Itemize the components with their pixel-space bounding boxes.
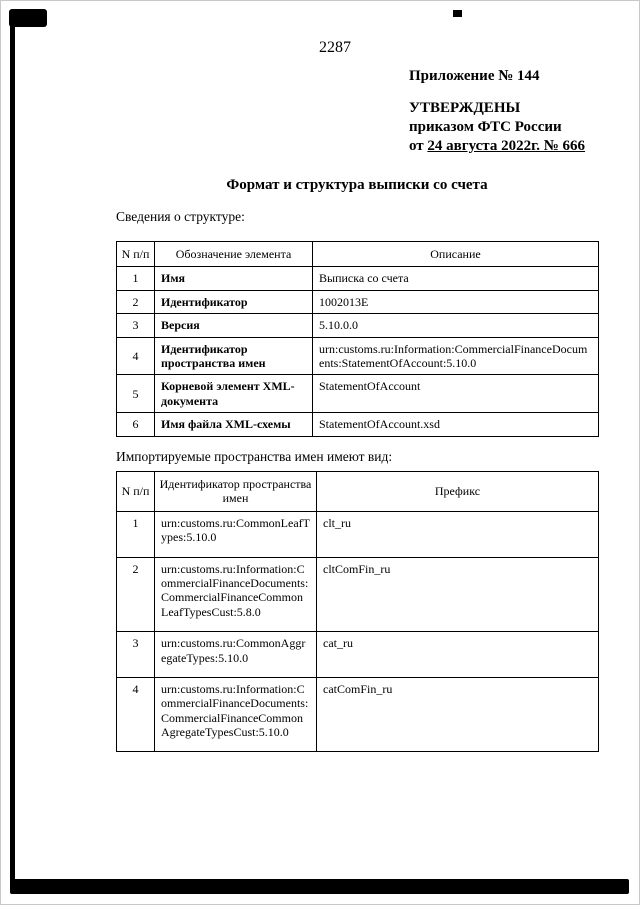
cell-num: 2 [117,557,155,632]
cell-prefix: catComFin_ru [317,677,599,752]
approved-label: УТВЕРЖДЕНЫ [409,100,521,116]
cell-num: 1 [117,511,155,557]
namespaces-table [116,471,599,752]
column-header-prefix: Префикс [317,472,599,512]
table-row [117,375,599,413]
table-row [117,314,599,337]
table-row [117,267,599,290]
cell-prefix: clt_ru [317,511,599,557]
table-row [117,337,599,375]
cell-num: 5 [117,375,155,413]
page-number: 2287 [319,39,351,56]
cell-namespace: urn:customs.ru:CommonLeafTypes:5.10.0 [155,511,317,557]
cell-element: Корневой элемент XML-документа [155,375,313,413]
table-row [117,511,599,557]
cell-num: 1 [117,267,155,290]
cell-element: Версия [155,314,313,337]
column-header-num: N п/п [117,242,155,267]
cell-element: Имя [155,267,313,290]
order-prefix: от [409,138,428,154]
namespaces-table-header-row [117,472,599,512]
cell-namespace: urn:customs.ru:Information:CommercialFinanceDocuments:CommercialFinanceCommonLeafTypesCust:5.8.0 [155,557,317,632]
cell-description: StatementOfAccount.xsd [313,413,599,436]
cell-prefix: cltComFin_ru [317,557,599,632]
column-header-description: Описание [313,242,599,267]
scan-artifact-top-right [453,10,462,17]
cell-description: Выписка со счета [313,267,599,290]
structure-table-header-row [117,242,599,267]
cell-element: Идентификатор [155,290,313,313]
cell-num: 3 [117,632,155,678]
by-order-label: приказом ФТС России [409,119,562,135]
cell-description: 1002013E [313,290,599,313]
namespaces-lead: Импортируемые пространства имен имеют вид: [116,449,393,464]
appendix-block [409,67,585,156]
cell-num: 4 [117,677,155,752]
table-row [117,557,599,632]
cell-description: 5.10.0.0 [313,314,599,337]
cell-num: 6 [117,413,155,436]
column-header-num: N п/п [117,472,155,512]
cell-element: Имя файла XML-схемы [155,413,313,436]
table-row [117,632,599,678]
cell-description: StatementOfAccount [313,375,599,413]
cell-num: 2 [117,290,155,313]
scan-artifact-left-edge [10,21,15,881]
order-date-line [409,137,585,156]
document-title: Формат и структура выписки со счета [226,177,488,193]
cell-namespace: urn:customs.ru:Information:CommercialFinanceDocuments:CommercialFinanceCommonAgregateTypesCust:5.10.0 [155,677,317,752]
cell-num: 4 [117,337,155,375]
table-row [117,677,599,752]
table-row [117,290,599,313]
cell-element: Идентификатор пространства имен [155,337,313,375]
structure-table [116,241,599,437]
cell-description: urn:customs.ru:Information:CommercialFinanceDocuments:StatementOfAccount:5.10.0 [313,337,599,375]
cell-prefix: cat_ru [317,632,599,678]
cell-namespace: urn:customs.ru:CommonAggregateTypes:5.10.0 [155,632,317,678]
column-header-element: Обозначение элемента [155,242,313,267]
cell-num: 3 [117,314,155,337]
scan-artifact-bottom-edge [10,879,629,894]
table-row [117,413,599,436]
appendix-label: Приложение № 144 [409,68,540,84]
column-header-namespace: Идентификатор пространства имен [155,472,317,512]
structure-lead: Сведения о структуре: [116,209,245,224]
order-underlined: 24 августа 2022г. № 666 [427,138,586,154]
